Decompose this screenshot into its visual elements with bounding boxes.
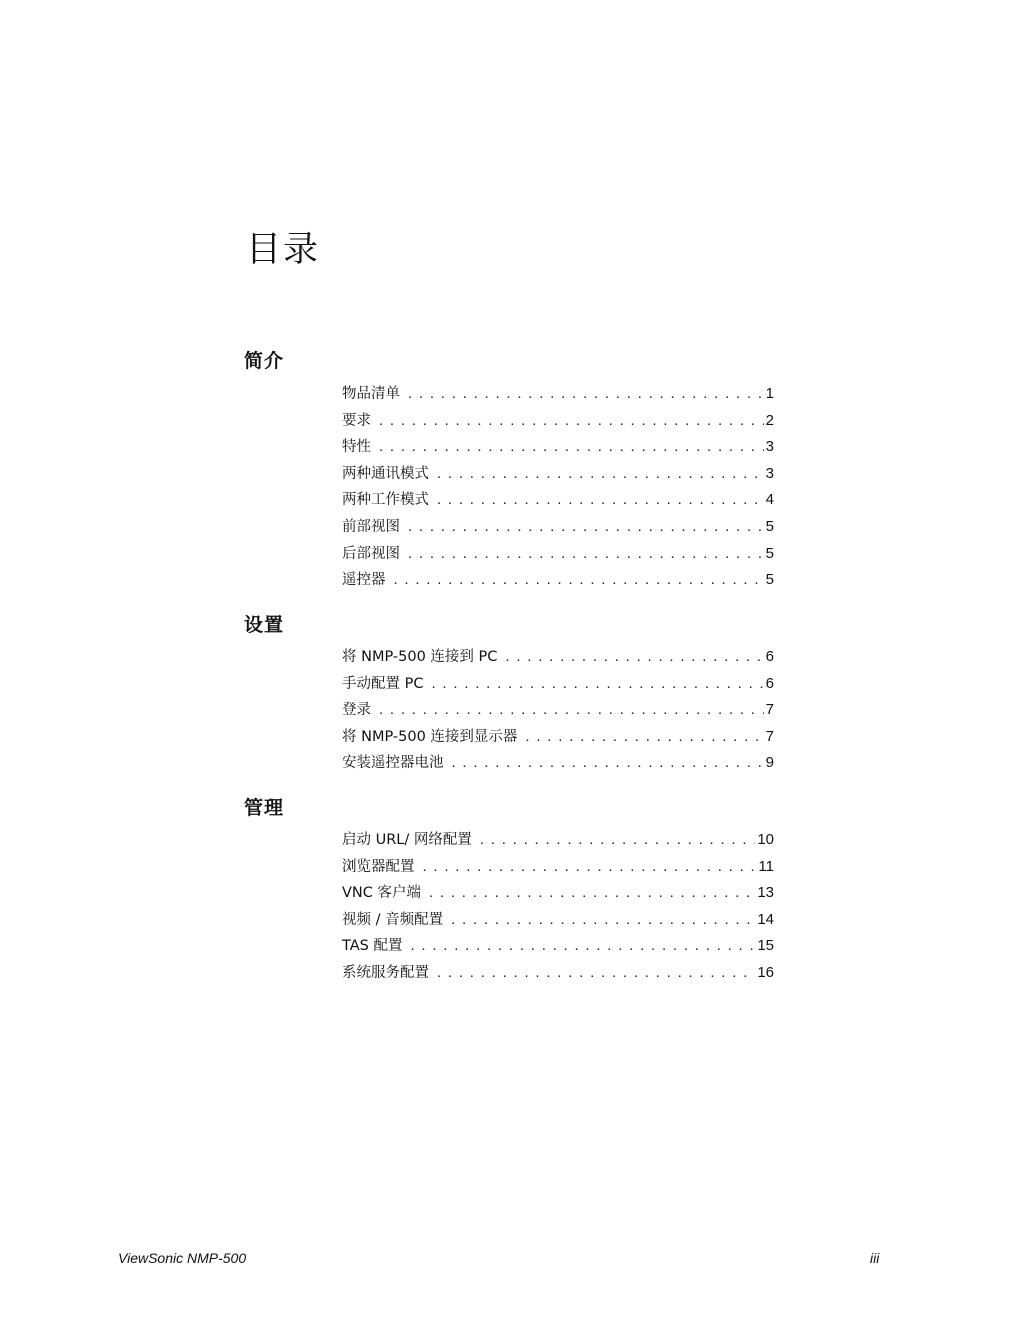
section-heading-setup: 设置 bbox=[244, 614, 285, 636]
toc-entry[interactable] bbox=[342, 435, 774, 462]
toc-entry-page[interactable]: 5 bbox=[765, 517, 774, 535]
toc-entry-page[interactable]: 10 bbox=[757, 831, 774, 848]
toc-entry[interactable] bbox=[342, 908, 774, 935]
toc-entry-title[interactable]: TAS 配置 bbox=[342, 938, 403, 955]
toc-list-intro bbox=[342, 382, 774, 595]
toc-entry[interactable] bbox=[342, 672, 774, 699]
toc-entry-page[interactable]: 5 bbox=[765, 544, 774, 562]
toc-entry-title[interactable]: VNC 客户端 bbox=[342, 885, 421, 902]
toc-entry-title[interactable]: 前部视图 bbox=[342, 518, 400, 535]
dot-leader bbox=[451, 911, 755, 928]
toc-entry-page[interactable]: 14 bbox=[757, 910, 774, 928]
dot-leader bbox=[505, 648, 763, 665]
footer-product-name: ViewSonic NMP-500 bbox=[118, 1250, 247, 1266]
toc-entry[interactable] bbox=[342, 961, 774, 988]
toc-entry[interactable] bbox=[342, 409, 774, 436]
dot-leader bbox=[480, 831, 755, 848]
dot-leader bbox=[429, 884, 755, 901]
toc-entry-page[interactable]: 3 bbox=[765, 438, 774, 456]
toc-entry[interactable] bbox=[342, 542, 774, 569]
dot-leader bbox=[394, 571, 764, 588]
toc-entry-page[interactable]: 6 bbox=[765, 674, 774, 692]
toc-entry-title[interactable]: 启动 URL/ 网络配置 bbox=[342, 832, 472, 848]
dot-leader bbox=[431, 675, 763, 692]
dot-leader bbox=[408, 385, 764, 402]
toc-entry-page[interactable]: 9 bbox=[765, 754, 774, 772]
toc-entry-page[interactable]: 5 bbox=[765, 571, 774, 589]
toc-entry-title[interactable]: 浏览器配置 bbox=[342, 858, 415, 875]
toc-entry-title[interactable]: 将 NMP-500 连接到 PC bbox=[342, 649, 498, 665]
dot-leader bbox=[525, 728, 763, 745]
toc-entry[interactable] bbox=[342, 382, 774, 409]
toc-entry-page[interactable]: 2 bbox=[765, 411, 774, 429]
toc-entry-title[interactable]: 安装遥控器电池 bbox=[342, 755, 444, 772]
toc-list-admin bbox=[342, 828, 774, 988]
toc-entry[interactable] bbox=[342, 645, 774, 672]
section-heading-admin: 管理 bbox=[244, 797, 285, 819]
toc-entry[interactable] bbox=[342, 751, 774, 778]
toc-entry-page[interactable]: 7 bbox=[765, 701, 774, 719]
toc-entry[interactable] bbox=[342, 828, 774, 855]
toc-entry-page[interactable]: 1 bbox=[765, 385, 774, 402]
dot-leader bbox=[379, 701, 764, 718]
dot-leader bbox=[452, 754, 764, 771]
dot-leader bbox=[437, 491, 764, 508]
toc-entry[interactable] bbox=[342, 855, 774, 882]
toc-entry-title[interactable]: 要求 bbox=[342, 412, 371, 429]
toc-entry[interactable] bbox=[342, 725, 774, 752]
dot-leader bbox=[379, 412, 764, 429]
toc-entry-page[interactable]: 6 bbox=[765, 648, 774, 665]
toc-entry-title[interactable]: 视频 / 音频配置 bbox=[342, 911, 444, 928]
footer-page-number: iii bbox=[870, 1250, 880, 1266]
dot-leader bbox=[408, 545, 764, 562]
toc-entry[interactable] bbox=[342, 488, 774, 515]
dot-leader bbox=[423, 858, 757, 875]
toc-list-setup bbox=[342, 645, 774, 778]
section-heading-intro: 简介 bbox=[244, 350, 285, 372]
dot-leader bbox=[379, 438, 764, 455]
toc-entry-page[interactable]: 4 bbox=[765, 491, 774, 509]
toc-entry[interactable] bbox=[342, 881, 774, 908]
toc-entry-title[interactable]: 物品清单 bbox=[342, 386, 400, 402]
toc-entry-page[interactable]: 16 bbox=[757, 963, 774, 981]
toc-entry[interactable] bbox=[342, 698, 774, 725]
dot-leader bbox=[410, 937, 755, 954]
toc-entry[interactable] bbox=[342, 934, 774, 961]
toc-entry-title[interactable]: 将 NMP-500 连接到显示器 bbox=[342, 728, 518, 745]
dot-leader bbox=[408, 518, 764, 535]
toc-entry-page[interactable]: 15 bbox=[757, 937, 774, 955]
toc-entry[interactable] bbox=[342, 515, 774, 542]
toc-entry-title[interactable]: 后部视图 bbox=[342, 545, 400, 562]
toc-entry[interactable] bbox=[342, 568, 774, 595]
toc-entry-title[interactable]: 遥控器 bbox=[342, 572, 386, 589]
toc-entry-page[interactable]: 7 bbox=[765, 727, 774, 745]
dot-leader bbox=[437, 465, 764, 482]
toc-entry-title[interactable]: 登录 bbox=[342, 702, 371, 719]
toc-entry-page[interactable]: 13 bbox=[757, 884, 774, 902]
toc-entry[interactable] bbox=[342, 462, 774, 489]
toc-entry-page[interactable]: 3 bbox=[765, 464, 774, 482]
toc-entry-title[interactable]: 系统服务配置 bbox=[342, 964, 429, 981]
dot-leader bbox=[437, 964, 755, 981]
toc-entry-title[interactable]: 手动配置 PC bbox=[342, 675, 424, 692]
toc-entry-page[interactable]: 11 bbox=[758, 857, 774, 875]
toc-entry-title[interactable]: 特性 bbox=[342, 439, 371, 456]
toc-entry-title[interactable]: 两种工作模式 bbox=[342, 492, 429, 509]
toc-entry-title[interactable]: 两种通讯模式 bbox=[342, 465, 429, 482]
page-title: 目录 bbox=[246, 230, 321, 270]
